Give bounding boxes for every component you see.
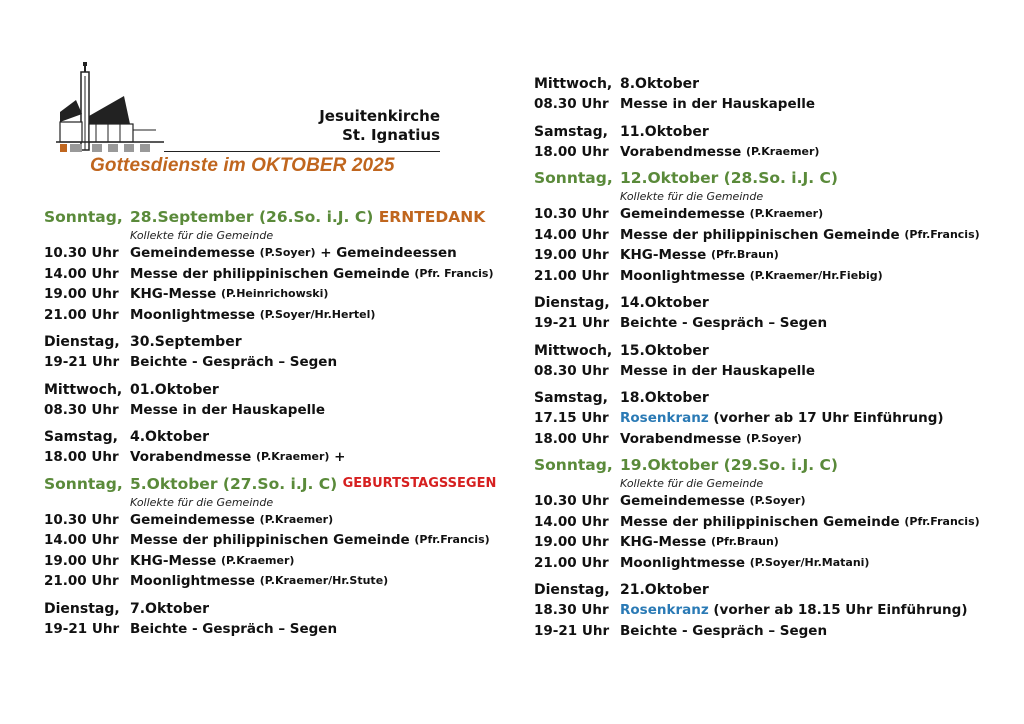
service-name: Messe der philippinischen Gemeinde (130, 532, 410, 548)
date-label: 28.September (26.So. i.J. C) (130, 208, 374, 226)
service-time: 14.00 Uhr (44, 532, 119, 548)
rosenkranz-label: Rosenkranz (620, 602, 709, 618)
kollekte-note: Kollekte für die Gemeinde (130, 229, 274, 242)
day-label: Samstag, (534, 123, 608, 140)
church-name-line2: St. Ignatius (342, 126, 440, 144)
service-name: Messe der philippinischen Gemeinde (130, 265, 410, 282)
service-row (534, 408, 1004, 429)
kollekte-note: Kollekte für die Gemeinde (620, 190, 764, 203)
service-row (534, 313, 1004, 334)
service-row (44, 510, 504, 531)
service-time: 21.00 Uhr (44, 573, 119, 589)
event-tag: ERNTEDANK (378, 208, 486, 226)
right-column (534, 74, 1004, 641)
page-title: Gottesdienste im OKTOBER 2025 (90, 155, 395, 176)
day-label: Sonntag, (534, 169, 613, 187)
service-name: Vorabendmesse (620, 143, 742, 160)
day-label: Mittwoch, (534, 76, 613, 92)
service-time: 08.30 Uhr (534, 362, 609, 379)
service-time: 19-21 Uhr (534, 315, 610, 331)
service-time: 10.30 Uhr (44, 245, 119, 261)
service-person: (P.Kraemer/Hr.Fiebig) (749, 268, 883, 282)
day-label: Dienstag, (534, 295, 610, 311)
service-row (44, 284, 504, 305)
date-label: 11.Oktober (620, 123, 709, 140)
service-row (534, 621, 1004, 642)
service-row (44, 264, 504, 285)
service-row (534, 553, 1004, 574)
service-row (534, 491, 1004, 512)
service-person: (P.Kraemer/Hr.Stute) (259, 574, 389, 587)
service-time: 14.00 Uhr (534, 513, 609, 530)
service-row (534, 361, 1004, 382)
service-name: Vorabendmesse (130, 449, 252, 465)
service-person: (Pfr.Francis) (904, 514, 980, 528)
service-time: 21.00 Uhr (534, 554, 609, 571)
day-heading (44, 599, 504, 619)
service-time: 14.00 Uhr (44, 265, 119, 282)
day-label: Sonntag, (534, 456, 613, 474)
rosenkranz-label: Rosenkranz (620, 410, 709, 426)
service-row (534, 266, 1004, 287)
service-time: 18.00 Uhr (534, 143, 609, 160)
service-time: 21.00 Uhr (534, 267, 609, 284)
date-label: 12.Oktober (28.So. i.J. C) (620, 169, 838, 187)
service-name: Gemeindemesse (130, 245, 255, 261)
service-person: (P.Soyer) (749, 494, 806, 507)
service-extra: (vorher ab 18.15 Uhr Einführung) (713, 602, 968, 618)
service-extra: + (334, 449, 346, 465)
church-logo-icon (56, 62, 164, 154)
service-name: Beichte - Gespräch – Segen (620, 622, 828, 639)
service-name: Moonlightmesse (620, 267, 746, 284)
day-heading (44, 473, 504, 495)
date-label: 8.Oktober (620, 76, 700, 92)
event-tag: GEBURTSTAGSSEGEN (342, 475, 497, 491)
day-heading (534, 167, 1004, 189)
service-person: (Pfr.Francis) (904, 227, 980, 241)
service-extra: (vorher ab 17 Uhr Einführung) (713, 410, 944, 426)
service-person: (P.Kraemer) (749, 207, 824, 220)
service-person: (Pfr. Francis) (414, 266, 494, 280)
day-heading (534, 74, 1004, 94)
day-heading (534, 293, 1004, 313)
service-person: (P.Kraemer) (256, 450, 330, 463)
service-person: (P.Soyer/Hr.Matani) (749, 555, 870, 569)
service-name: Gemeindemesse (620, 493, 745, 509)
service-row (44, 530, 504, 551)
service-time: 10.30 Uhr (534, 206, 609, 222)
day-label: Mittwoch, (534, 342, 613, 359)
service-person: (Pfr.Braun) (710, 248, 779, 261)
day-heading (44, 206, 504, 228)
day-label: Samstag, (44, 429, 118, 445)
service-name: Beichte - Gespräch – Segen (620, 315, 828, 331)
day-label: Mittwoch, (44, 381, 123, 398)
service-row (534, 225, 1004, 246)
day-heading (534, 388, 1004, 408)
service-person: (P.Kraemer) (746, 144, 820, 158)
header-rule (164, 151, 440, 152)
day-label: Samstag, (534, 390, 608, 406)
service-person: (P.Soyer) (746, 431, 802, 445)
date-label: 14.Oktober (620, 295, 709, 311)
service-name: Messe der philippinischen Gemeinde (620, 513, 900, 530)
service-name: Messe in der Hauskapelle (620, 362, 816, 379)
day-label: Sonntag, (44, 474, 123, 493)
service-time: 10.30 Uhr (534, 493, 609, 509)
service-name: Messe der philippinischen Gemeinde (620, 226, 900, 243)
service-row (44, 619, 504, 640)
service-row (44, 243, 504, 264)
service-name: Moonlightmesse (620, 554, 746, 571)
service-time: 19-21 Uhr (44, 620, 120, 637)
service-row (44, 352, 504, 373)
service-time: 19.00 Uhr (534, 534, 609, 550)
date-label: 01.Oktober (130, 381, 219, 398)
date-label: 21.Oktober (620, 582, 709, 598)
church-name-line1: Jesuitenkirche (319, 107, 440, 125)
service-name: Moonlightmesse (130, 573, 256, 589)
service-row (534, 204, 1004, 225)
service-person: (P.Soyer/Hr.Hertel) (259, 307, 376, 321)
service-name: KHG-Messe (130, 286, 217, 302)
date-label: 7.Oktober (130, 600, 210, 617)
service-person: (P.Soyer) (259, 246, 316, 259)
service-time: 14.00 Uhr (534, 226, 609, 243)
service-name: KHG-Messe (620, 247, 707, 263)
service-time: 19.00 Uhr (44, 552, 119, 569)
service-name: KHG-Messe (620, 534, 707, 550)
service-name: Beichte - Gespräch – Segen (130, 620, 338, 637)
service-name: Messe in der Hauskapelle (620, 96, 816, 112)
day-heading (44, 380, 504, 400)
date-label: 19.Oktober (29.So. i.J. C) (620, 456, 838, 474)
date-label: 30.September (130, 334, 242, 350)
service-person: (P.Kraemer) (220, 553, 295, 567)
service-time: 08.30 Uhr (534, 96, 609, 112)
day-heading (534, 341, 1004, 361)
date-label: 18.Oktober (620, 390, 709, 406)
day-heading (534, 580, 1004, 600)
kollekte-note: Kollekte für die Gemeinde (130, 495, 274, 509)
date-label: 15.Oktober (620, 342, 709, 359)
date-label: 5.Oktober (27.So. i.J. C) (130, 474, 338, 493)
service-name: Gemeindemesse (620, 206, 745, 222)
service-time: 19-21 Uhr (534, 622, 610, 639)
service-name: Vorabendmesse (620, 430, 742, 447)
service-name: Gemeindemesse (130, 511, 255, 528)
service-time: 21.00 Uhr (44, 306, 119, 323)
service-row (44, 571, 504, 592)
service-row (534, 600, 1004, 621)
service-name: Messe in der Hauskapelle (130, 401, 326, 418)
service-row (44, 551, 504, 572)
service-row (44, 400, 504, 421)
service-name: Moonlightmesse (130, 306, 256, 323)
day-label: Dienstag, (44, 334, 120, 350)
date-label: 4.Oktober (130, 429, 210, 445)
service-time: 19.00 Uhr (534, 247, 609, 263)
day-label: Sonntag, (44, 208, 123, 226)
day-heading (44, 332, 504, 352)
service-row (534, 142, 1004, 163)
service-person: (P.Heinrichowski) (220, 287, 329, 300)
service-time: 18.00 Uhr (534, 430, 609, 447)
service-time: 10.30 Uhr (44, 511, 119, 528)
service-time: 19.00 Uhr (44, 286, 119, 302)
service-row (534, 94, 1004, 115)
day-label: Dienstag, (44, 600, 120, 617)
day-label: Dienstag, (534, 582, 610, 598)
service-row (534, 532, 1004, 553)
day-heading (534, 454, 1004, 476)
service-extra: + Gemeindeessen (320, 245, 457, 261)
service-name: Beichte - Gespräch – Segen (130, 354, 338, 370)
service-row (44, 447, 504, 468)
day-heading (44, 427, 504, 447)
service-person: (Pfr.Francis) (414, 533, 490, 546)
service-row (534, 512, 1004, 533)
service-row (534, 429, 1004, 450)
service-time: 18.30 Uhr (534, 602, 609, 618)
service-row (534, 245, 1004, 266)
left-column (44, 206, 504, 639)
kollekte-note: Kollekte für die Gemeinde (620, 477, 764, 490)
service-time: 17.15 Uhr (534, 410, 609, 426)
service-person: (P.Kraemer) (259, 512, 334, 526)
service-name: KHG-Messe (130, 552, 217, 569)
service-time: 08.30 Uhr (44, 401, 119, 418)
day-heading (534, 122, 1004, 142)
service-time: 18.00 Uhr (44, 449, 119, 465)
service-time: 19-21 Uhr (44, 354, 120, 370)
service-person: (Pfr.Braun) (710, 535, 779, 548)
service-row (44, 305, 504, 326)
